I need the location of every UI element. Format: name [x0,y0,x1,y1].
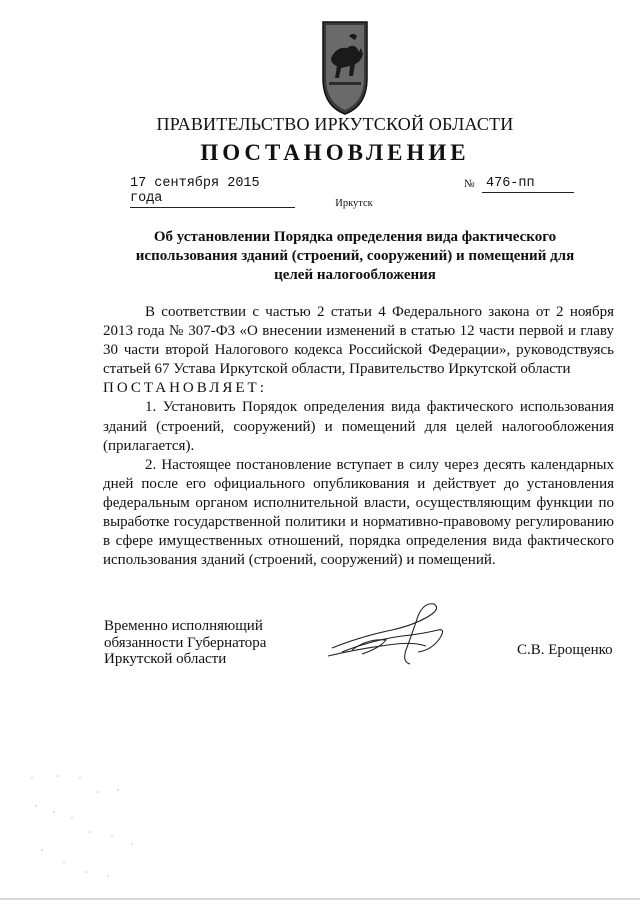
city-label: Иркутск [335,198,373,209]
scan-artifact-dots [28,772,148,882]
scan-edge [0,898,640,900]
document-date: 17 сентября 2015 года [130,176,295,208]
item-1-paragraph: 1. Установить Порядок определения вида фактического использования зданий (строений, сооружений) и помещений для целей налогообложения (прилагается). [103,399,614,454]
signer-line-3: Иркутской области [104,651,227,667]
number-label: № [464,178,475,190]
signer-position [104,618,266,668]
coat-of-arms-icon [319,18,371,116]
preamble-paragraph: В соответствии с частью 2 статьи 4 Федерального закона от 2 ноября 2013 года № 307-ФЗ «О внесении изменений в статью 12 части первой и главу 30 части второй Налогового кодекса Российской Федерации», руководствуясь статьей 67 Устава Иркутской области, Правительство Иркутской области [103,304,614,378]
document-type-heading: ПОСТАНОВЛЕНИЕ [200,140,470,165]
item-2-paragraph: 2. Настоящее постановление вступает в силу через десять календарных дней после его официального опубликования и действует до установления федеральным органом исполнительной власти, осуществляющим функции по выработке государственной политики и нормативно-правовому регулированию в сфере имущественных отношений, порядка определения вида фактического использования зданий (строений, сооружений) и помещений. [103,456,614,569]
resolves-heading: ПОСТАНОВЛЯЕТ: [103,380,267,397]
government-title: ПРАВИТЕЛЬСТВО ИРКУТСКОЙ ОБЛАСТИ [156,114,514,134]
signer-line-2: обязанности Губернатора [104,634,267,651]
document-body [103,303,614,570]
signer-line-1: Временно исполняющий [104,618,263,634]
document-number: 476-пп [482,176,574,193]
handwritten-signature-icon [322,600,452,670]
document-subject: Об установлении Порядка определения вида фактического использования зданий (строений, сооружений) и помещений для целей налогообложения [135,229,575,283]
signer-name: С.В. Ерощенко [517,642,613,658]
